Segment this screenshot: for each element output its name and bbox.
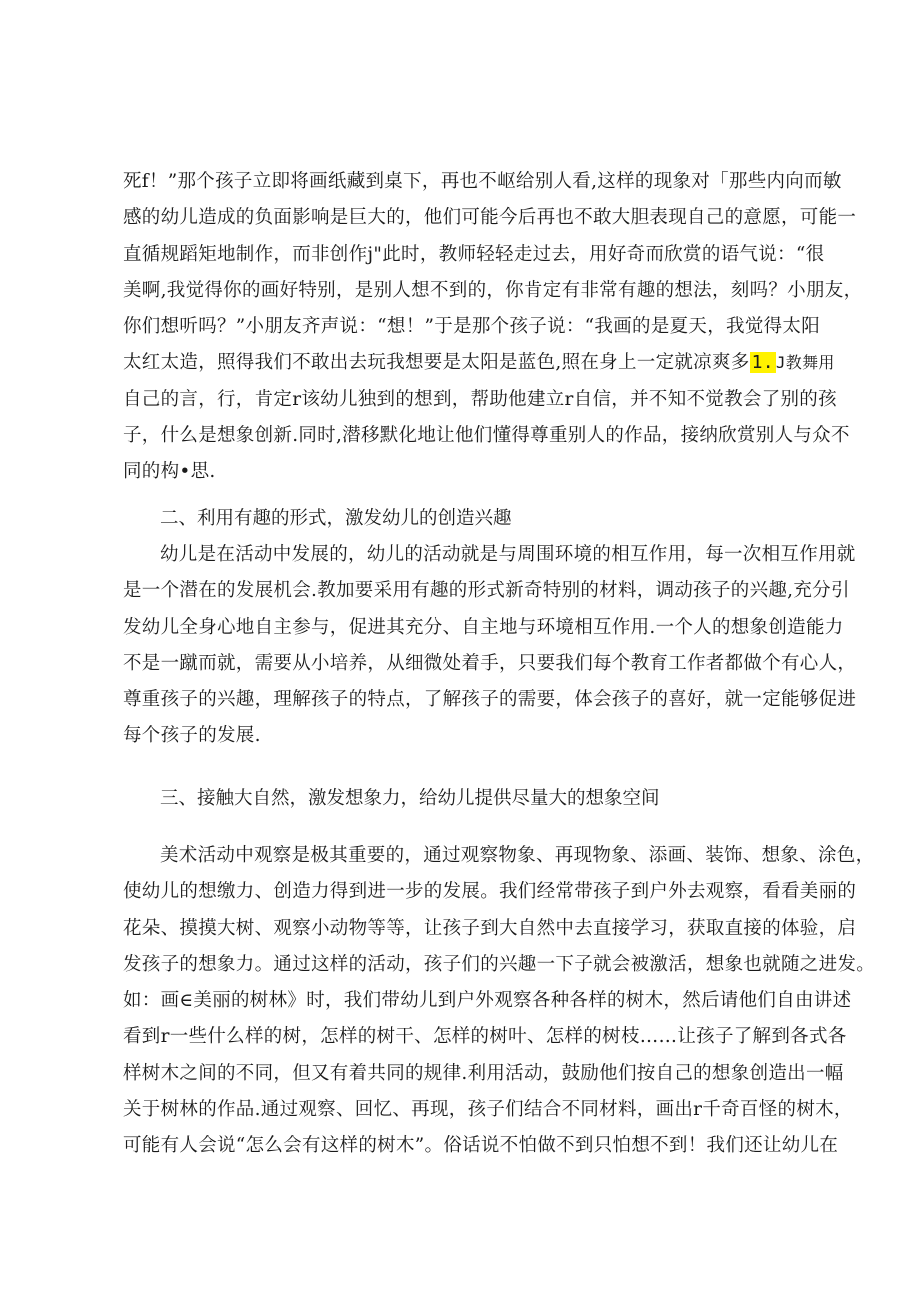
line-text-before: 太红太造，照得我们不敢出去玩我想要是太阳是蓝色,照在身上一定就凉爽多 — [123, 352, 750, 374]
paragraph-1-line: 自己的言，行，肯定r该幼儿独到的想到，帮助他建立r自信，并不知不觉教会了别的孩 — [123, 388, 837, 410]
paragraph-2 — [123, 537, 857, 755]
paragraph-2-line: 是一个潜在的发展机会.教加要采用有趣的形式新奇特别的材料，调动孩子的兴趣,充分引 — [123, 580, 850, 602]
paragraph-1-line: 死f！”那个孩子立即将画纸藏到桌下，再也不岖给别人看,这样的现象对「那些内向而敏 — [123, 171, 842, 192]
paragraph-3-line: 发孩子的想象力。通过这样的活动，孩子们的兴趣一下子就会被激活，想象也就随之进发。 — [123, 953, 876, 975]
paragraph-3-line: 如：画∈美丽的树林》时，我们带幼儿到户外观察各种各样的树木，然后请他们自由讲述 — [123, 990, 852, 1012]
paragraph-3-line: 关于树林的作品.通过观察、回忆、再现，孩子们结合不同材料，画出r千奇百怪的树木， — [123, 1099, 853, 1121]
paragraph-3-line: 花朵、摸摸大树、观察小动物等等，让孩子到大自然中去直接学习，获取直接的体验，启 — [123, 917, 857, 939]
paragraph-1-line: 感的幼儿造成的负面影响是巨大的，他们可能今后再也不敢大胆表现自己的意愿，可能一 — [123, 207, 857, 229]
line-text-after: J教舞用 — [775, 353, 835, 373]
paragraph-3-line: 看到r一些什么样的树，怎样的树干、怎样的树叶、怎样的树枝……让孩子了解到各式各 — [123, 1026, 847, 1048]
section-heading-2: 二、利用有趣的形式，激发幼儿的创造兴趣 — [160, 508, 512, 529]
paragraph-1-line-highlighted — [123, 345, 835, 381]
paragraph-2-line: 幼儿是在活动中发展的，幼儿的活动就是与周围环境的相互作用，每一次相互作用就 — [160, 544, 856, 565]
paragraph-2-line: 不是一蹴而就，需要从小培养，从细微处着手，只要我们每个教育工作者都做个有心人， — [123, 652, 857, 674]
highlighted-text: 1. — [751, 352, 774, 374]
paragraph-3-line: 美术活动中观察是极其重要的，通过观察物象、再现物象、添画、装饰、想象、涂色， — [160, 845, 875, 866]
paragraph-3 — [123, 838, 876, 1165]
paragraph-3-line: 使幼儿的想缴力、创造力得到进一步的发展。我们经常带孩子到户外去观察，看看美丽的 — [123, 881, 857, 903]
paragraph-1-line: 子，什么是想象创新.同时,潜移默化地让他们懂得尊重别人的作品，接纳欣赏别人与众不 — [123, 425, 850, 447]
paragraph-3-line: 样树木之间的不同，但又有着共同的规律.利用活动，鼓励他们按自己的想象创造出一幅 — [123, 1062, 844, 1084]
paragraph-2-line: 每个孩子的发展. — [123, 725, 261, 747]
paragraph-1-line: 同的构•思. — [123, 461, 216, 483]
paragraph-2-line: 发幼儿全身心地自主参与，促进其充分、自主地与环境相互作用.一个人的想象创造能力 — [123, 616, 844, 638]
section-heading-3: 三、接触大自然，激发想象力，给幼儿提供尽量大的想象空间 — [160, 788, 660, 809]
paragraph-1 — [123, 164, 863, 491]
paragraph-3-line: 可能有人会说“怎么会有这样的树木”。俗话说不怕做不到只怕想不到！我们还让幼儿在 — [123, 1135, 839, 1157]
paragraph-1-line: 直循规蹈矩地制作，而非创作j"此时，教师轻轻走过去，用好奇而欣赏的语气说：“很 — [123, 243, 825, 265]
paragraph-2-line: 尊重孩子的兴趣，理解孩子的特点，了解孩子的需要，体会孩子的喜好，就一定能够促进 — [123, 689, 857, 711]
paragraph-1-line: 美啊,我觉得你的画好特别，是别人想不到的，你肯定有非常有趣的想法，刻吗？小朋友， — [123, 279, 863, 301]
paragraph-1-line: 你们想听吗？”小朋友齐声说：“想！”于是那个孩子说：“我画的是夏天，我觉得太阳 — [123, 316, 821, 338]
